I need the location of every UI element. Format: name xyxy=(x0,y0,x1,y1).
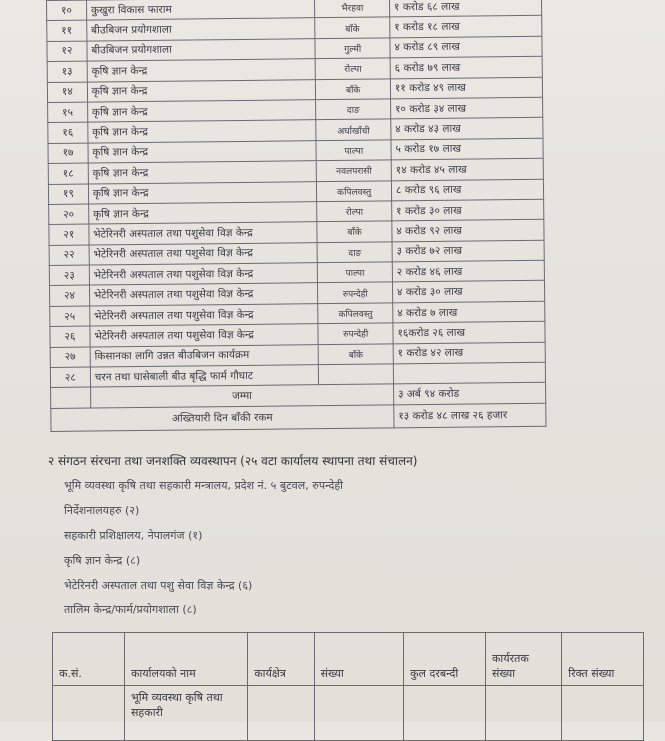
row-serial: १५ xyxy=(48,102,88,123)
section-line: निर्देशनालयहरु (२) xyxy=(64,504,140,517)
row-amount: ५ करोड १७ लाख xyxy=(391,138,543,160)
section-heading: २ संगठन संरचना तथा जनशक्ति व्यवस्थापन (२५ वटा कार्यालय स्थापना तथा संचालन) xyxy=(48,454,418,468)
row-amount: ४ करोड ९२ लाख xyxy=(392,220,544,242)
row-serial: १६ xyxy=(48,122,88,143)
row-office-name: बीउबिजन प्रयोगशाला xyxy=(87,18,316,41)
row-serial: १० xyxy=(47,0,87,21)
row-office-name: भेटेरिनरी अस्पताल तथा पशुसेवा विज्ञ केन्द्र xyxy=(90,324,319,347)
row-district: अर्घाखाँची xyxy=(316,119,391,140)
row-district: रुपन्देही xyxy=(318,282,393,303)
row-office-name: भूमि व्यवस्था कृषि तथा सहकारी xyxy=(124,686,247,741)
row-district: बाँके xyxy=(315,17,390,38)
row-serial: ११ xyxy=(47,20,87,41)
org-table xyxy=(52,632,644,741)
table-row xyxy=(53,686,644,741)
remaining-label: अख्तियारी दिन बाँकी रकम xyxy=(51,405,394,432)
section-line: तालिम केन्द्र/फार्म/प्रयोगशाला (८) xyxy=(64,603,197,616)
row-amount: १ करोड ४२ लाख xyxy=(393,342,545,364)
row-district: दाङ xyxy=(316,99,391,120)
row-serial: १७ xyxy=(48,143,88,164)
row-amount: १ करोड ६८ लाख xyxy=(389,0,541,17)
row-office-name: भेटेरिनरी अस्पताल तथा पशुसेवा विज्ञ केन्द्र xyxy=(90,304,319,327)
row-district: रोल्पा xyxy=(317,201,392,222)
header-serial: क.सं. xyxy=(53,633,125,686)
row-amount: १६करोड २६ लाख xyxy=(393,322,545,344)
row-amount: १ करोड १८ लाख xyxy=(390,16,542,38)
row-district: कपिलवस्तु xyxy=(317,180,392,201)
row-amount: २ करोड ४६ लाख xyxy=(392,260,544,282)
row-office-name: कृषि ज्ञान केन्द्र xyxy=(88,120,317,143)
row-district: रोल्पा xyxy=(316,58,391,79)
row-amount: ४ करोड ४३ लाख xyxy=(391,118,543,140)
row-district: नवलपरासी xyxy=(317,160,392,181)
section-line: भूमि व्यवस्था कृषि तथा सहकारी मन्त्रालय, प्रदेश नं. ५ बुटवल, रुपन्देही xyxy=(64,479,344,492)
row-office-name: कृषि ज्ञान केन्द्र xyxy=(88,161,317,184)
row-serial: २३ xyxy=(49,265,89,286)
row-amount: ६ करोड ७९ लाख xyxy=(390,56,542,78)
row-serial: २७ xyxy=(50,347,90,368)
row-district: बाँके xyxy=(316,78,391,99)
row-office-name: कृषि ज्ञान केन्द्र xyxy=(87,79,316,102)
budget-table xyxy=(46,0,546,432)
row-office-name: भेटेरिनरी अस्पताल तथा पशुसेवा विज्ञ केन्द्र xyxy=(89,283,318,306)
remaining-row xyxy=(51,403,546,431)
row-district: कपिलवस्तु xyxy=(318,303,393,324)
row-district xyxy=(319,364,394,385)
row-district: बाँके xyxy=(319,344,394,365)
row-district: बाँके xyxy=(317,221,392,242)
table-header-row xyxy=(53,633,644,686)
row-serial: १३ xyxy=(47,61,87,82)
row-office-name: भेटेरिनरी अस्पताल तथा पशुसेवा विज्ञ केन्द्र xyxy=(89,242,318,265)
row-district: पाल्पा xyxy=(318,262,393,283)
row-serial: १२ xyxy=(47,41,87,62)
row-amount: ४ करोड ७ लाख xyxy=(393,301,545,323)
row-serial: १८ xyxy=(48,163,88,184)
header-working-count: कार्यरतक संख्या xyxy=(485,633,561,686)
row-serial: २६ xyxy=(50,326,90,347)
row-serial: २१ xyxy=(49,224,89,245)
header-work-area: कार्यक्षेत्र xyxy=(248,633,314,686)
row-district: गुल्मी xyxy=(315,38,390,59)
row-office-name: बीउबिजन प्रयोगशाला xyxy=(87,38,316,61)
row-district: पाल्पा xyxy=(316,140,391,161)
header-count: संख्या xyxy=(314,633,404,686)
header-total-posts: कुल दरबन्दी xyxy=(404,633,486,686)
row-office-name: कृषि ज्ञान केन्द्र xyxy=(88,140,317,163)
section-line: सहकारी प्रशिक्षालय, नेपालगंज (१) xyxy=(64,529,203,542)
row-amount: ११ करोड ४९ लाख xyxy=(390,77,542,99)
row-serial: २४ xyxy=(49,286,89,307)
row-amount xyxy=(393,362,545,384)
row-amount: १० करोड ३४ लाख xyxy=(390,97,542,119)
row-amount: ४ करोड ३० लाख xyxy=(392,281,544,303)
row-district: दाङ xyxy=(317,242,392,263)
section-line: भेटेरिनरी अस्पताल तथा पशु सेवा विज्ञ केन्द्र (६) xyxy=(64,579,253,592)
row-serial: १४ xyxy=(47,82,87,103)
row-office-name: किसानका लागि उन्नत बीउबिजन कार्यक्रम xyxy=(90,344,319,367)
row-office-name: कृषि ज्ञान केन्द्र xyxy=(88,202,317,225)
row-office-name: कृषि ज्ञान केन्द्र xyxy=(87,59,316,82)
row-amount: ३ करोड ७२ लाख xyxy=(392,240,544,262)
row-amount: १ करोड ३० लाख xyxy=(392,199,544,221)
row-office-name: कृषि ज्ञान केन्द्र xyxy=(88,181,317,204)
total-label: जम्मा xyxy=(90,384,393,408)
row-district: रुपन्देही xyxy=(318,323,393,344)
row-amount: ८ करोड ९६ लाख xyxy=(391,179,543,201)
row-district: भैरहवा xyxy=(315,0,390,18)
row-amount: १४ करोड ४५ लाख xyxy=(391,158,543,180)
total-amount: ३ अर्ब ९४ करोड xyxy=(393,383,545,405)
row-amount: ४ करोड ८९ लाख xyxy=(390,36,542,58)
row-office-name: भेटेरिनरी अस्पताल तथा पशुसेवा विज्ञ केन्द्र xyxy=(89,222,318,245)
row-serial: २८ xyxy=(50,367,90,388)
row-office-name: कुखुरा विकास फाराम xyxy=(86,0,315,20)
row-office-name: चरन तथा घासेबाली बीउ बृद्धि फार्म गौघाट xyxy=(90,365,319,388)
row-serial: २५ xyxy=(50,306,90,327)
row-office-name: कृषि ज्ञान केन्द्र xyxy=(87,100,316,123)
row-serial: १९ xyxy=(48,184,88,205)
section-line: कृषि ज्ञान केन्द्र (८) xyxy=(64,554,141,567)
header-office-name: कार्यालयको नाम xyxy=(124,633,247,686)
row-office-name: भेटेरिनरी अस्पताल तथा पशुसेवा विज्ञ केन्द्र xyxy=(89,263,318,286)
row-serial: २० xyxy=(49,204,89,225)
header-vacant-count: रिक्त संख्या xyxy=(562,633,644,686)
remaining-amount: १३ करोड ४८ लाख २६ हजार xyxy=(394,403,546,428)
row-serial: २२ xyxy=(49,245,89,266)
